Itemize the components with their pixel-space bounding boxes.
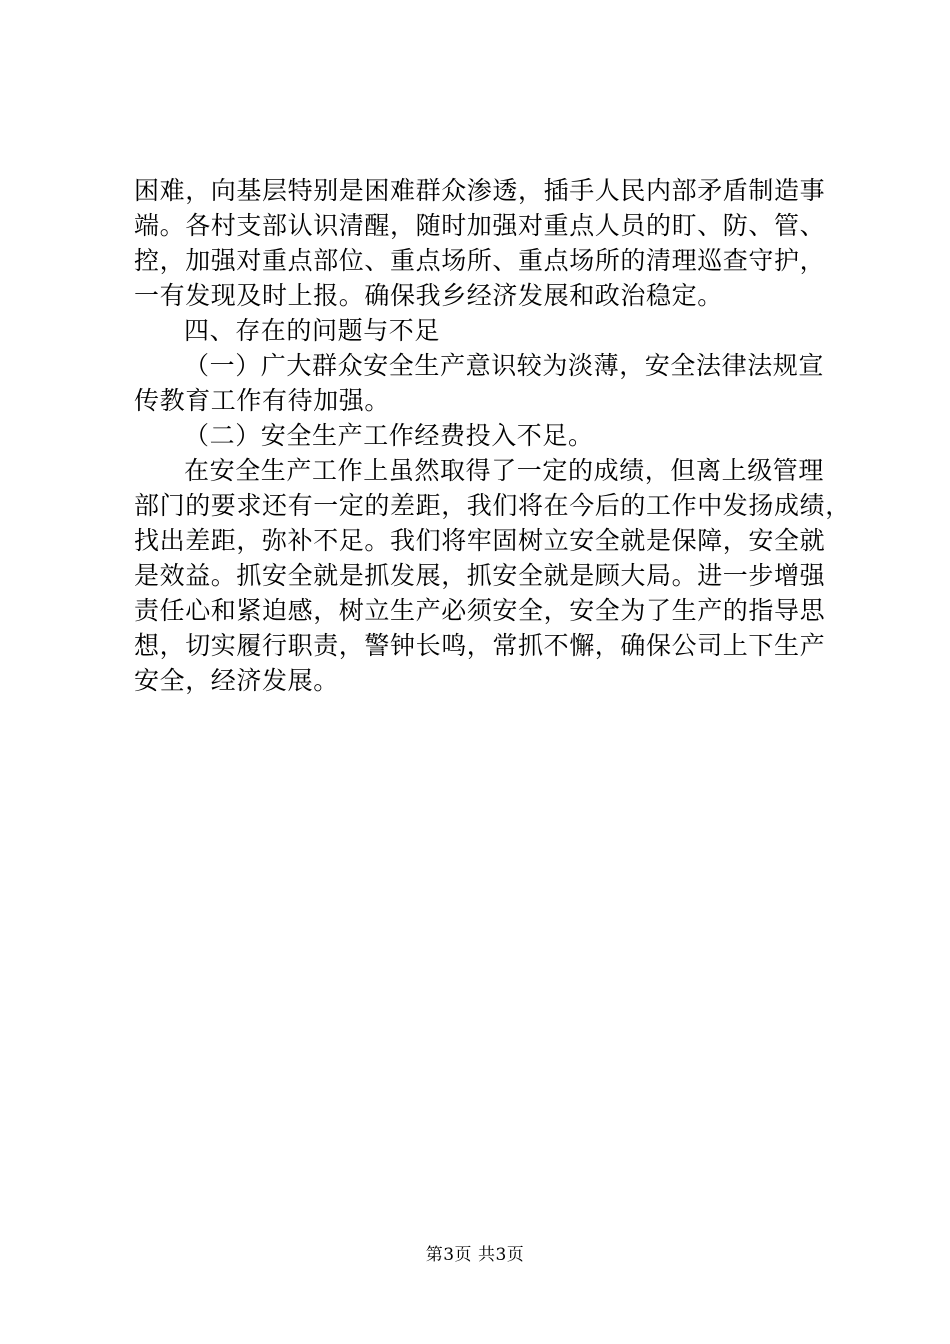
body-line: 一有发现及时上报。确保我乡经济发展和政治稳定。 xyxy=(134,281,723,310)
body-line: （一）广大群众安全生产意识较为淡薄，安全法律法规宣 xyxy=(184,351,825,380)
body-line: 部门的要求还有一定的差距，我们将在今后的工作中发扬成绩， xyxy=(134,491,851,520)
section-heading: 四、存在的问题与不足 xyxy=(184,316,441,345)
page-footer: 第3页 共3页 xyxy=(425,1245,525,1265)
body-line: 是效益。抓安全就是抓发展，抓安全就是顾大局。进一步增强 xyxy=(134,561,826,590)
body-line: 责任心和紧迫感，树立生产必须安全，安全为了生产的指导思 xyxy=(134,596,826,625)
body-line: （二）安全生产工作经费投入不足。 xyxy=(184,421,594,450)
body-line: 端。各村支部认识清醒，随时加强对重点人员的盯、防、管、 xyxy=(134,211,826,240)
body-line: 在安全生产工作上虽然取得了一定的成绩，但离上级管理 xyxy=(184,456,825,485)
body-line: 找出差距，弥补不足。我们将牢固树立安全就是保障，安全就 xyxy=(134,526,826,555)
body-line: 控，加强对重点部位、重点场所、重点场所的清理巡查守护， xyxy=(134,246,826,275)
body-line: 安全，经济发展。 xyxy=(134,666,339,695)
body-line: 困难，向基层特别是困难群众渗透，插手人民内部矛盾制造事 xyxy=(134,176,826,205)
document-body xyxy=(134,173,851,698)
body-line: 传教育工作有待加强。 xyxy=(134,386,391,415)
body-line: 想，切实履行职责，警钟长鸣，常抓不懈，确保公司上下生产 xyxy=(134,631,826,660)
